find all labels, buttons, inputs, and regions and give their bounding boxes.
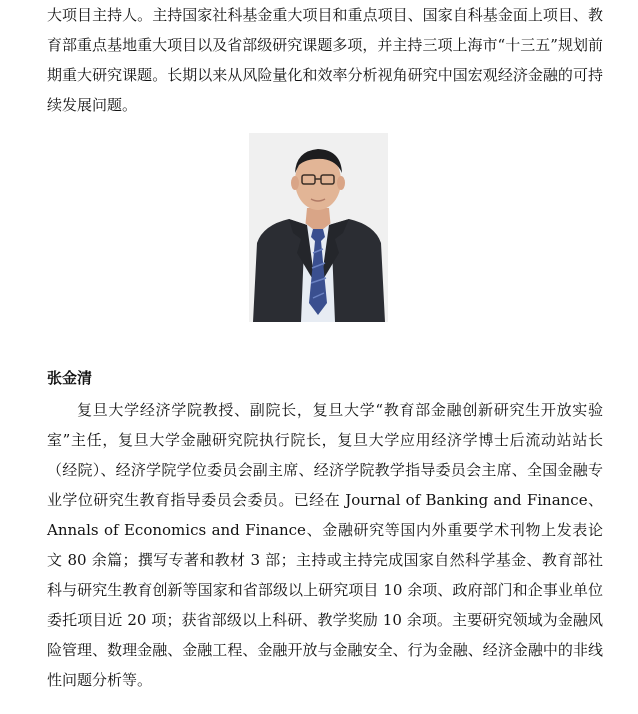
intro-paragraph: 大项目主持人。主持国家社科基金重大项目和重点项目、国家自科基金面上项目、教育部重点基地重大项目以及省部级研究课题多项，并主持三项上海市“十三五”规划前期重大研究课题。长期以来从风险量化和效率分析视角研究中国宏观经济金融的可持续发展问题。 [47,6,603,114]
portrait-photo [249,133,388,322]
bio-paragraph: 复旦大学经济学院教授、副院长，复旦大学“教育部金融创新研究生开放实验室”主任，复旦大学金融研究院执行院长，复旦大学应用经济学博士后流动站站长（经院）、经济学院学位委员会副主席、经济学院教学指导委员会主席、全国金融专业学位研究生教育指导委员会委员。已经在 Journal of Banking and Finance、Annals of Economics and Finance、金融研究等国内外重要学术刊物上发表论文 80 余篇；撰写专著和教材 3 部；主持或主持完成国家自然科学基金、教育部社科与研究生教育创新等国家和省部级以上研究项目 10 余项、政府部门和企事业单位委托项目近 20 项；获省部级以上科研、教学奖励 10 余项。主要研究领域为金融风险管理、数理金融、金融工程、金融开放与金融安全、行为金融、经济金融中的非线性问题分析等。 [47,401,603,689]
person-name-heading: 张金清 [47,369,93,387]
